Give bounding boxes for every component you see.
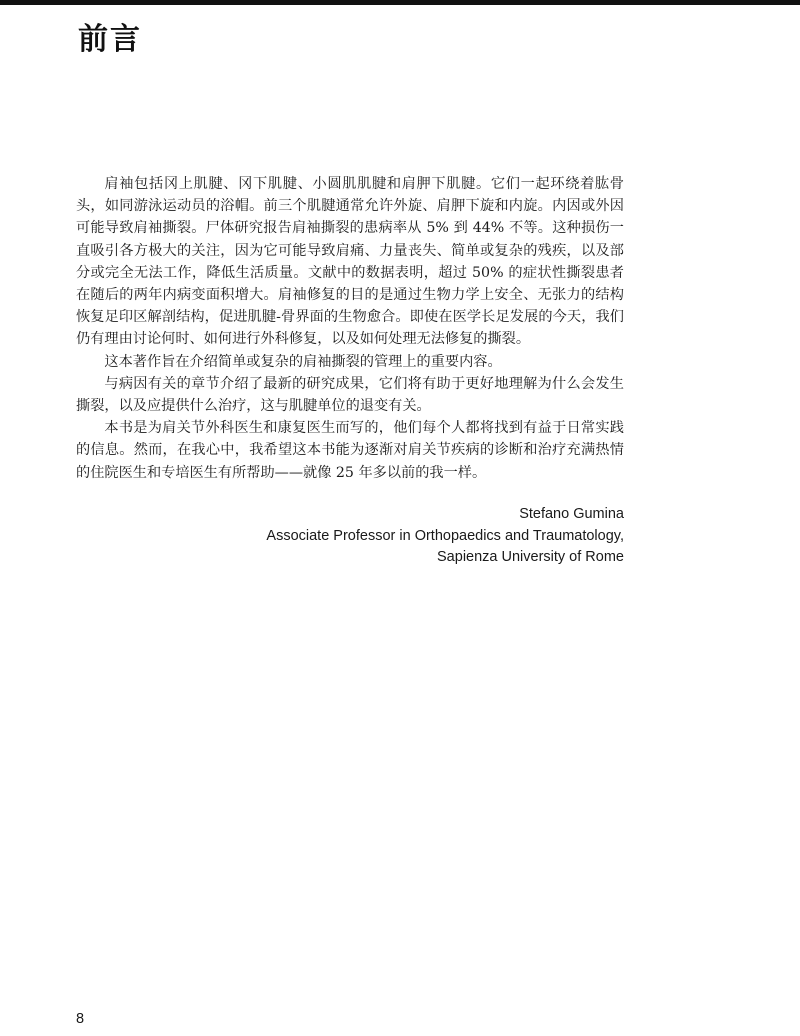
paragraph-3: 与病因有关的章节介绍了最新的研究成果，它们将有助于更好地理解为什么会发生撕裂，以及应提供什么治疗，这与肌腱单位的退变有关。 bbox=[76, 375, 624, 415]
page-number: 8 bbox=[76, 1011, 85, 1027]
page-title: 前言 bbox=[78, 22, 142, 57]
author-position: Associate Professor in Orthopaedics and Traumatology, bbox=[266, 527, 624, 544]
top-rule bbox=[0, 0, 800, 5]
body-text bbox=[76, 173, 624, 484]
author-institution: Sapienza University of Rome bbox=[437, 549, 624, 565]
paragraph-4: 本书是为肩关节外科医生和康复医生而写的，他们每个人都将找到有益于日常实践的信息。然而，在我心中，我希望这本书能为逐渐对肩关节疾病的诊断和治疗充满热情的住院医生和专培医生有所帮助——就像 25 年多以前的我一样。 bbox=[76, 420, 624, 481]
signature-block bbox=[266, 504, 624, 569]
paragraph-2: 这本著作旨在介绍简单或复杂的肩袖撕裂的管理上的重要内容。 bbox=[104, 353, 502, 370]
paragraph-1: 肩袖包括冈上肌腱、冈下肌腱、小圆肌肌腱和肩胛下肌腱。它们一起环绕着肱骨头，如同游泳运动员的浴帽。前三个肌腱通常允许外旋、肩胛下旋和内旋。内因或外因可能导致肩袖撕裂。尸体研究报告肩袖撕裂的患病率从 5% 到 44% 不等。这种损伤一直吸引各方极大的关注，因为它可能导致肩痛、力量丧失、简单或复杂的残疾，以及部分或完全无法工作，降低生活质量。文献中的数据表明，超过 50% 的症状性撕裂患者在随后的两年内病变面积增大。肩袖修复的目的是通过生物力学上安全、无张力的结构恢复足印区解剖结构，促进肌腱-骨界面的生物愈合。即使在医学长足发展的今天，我们仍有理由讨论何时、如何进行外科修复，以及如何处理无法修复的撕裂。 bbox=[76, 176, 624, 348]
author-name: Stefano Gumina bbox=[519, 506, 624, 522]
